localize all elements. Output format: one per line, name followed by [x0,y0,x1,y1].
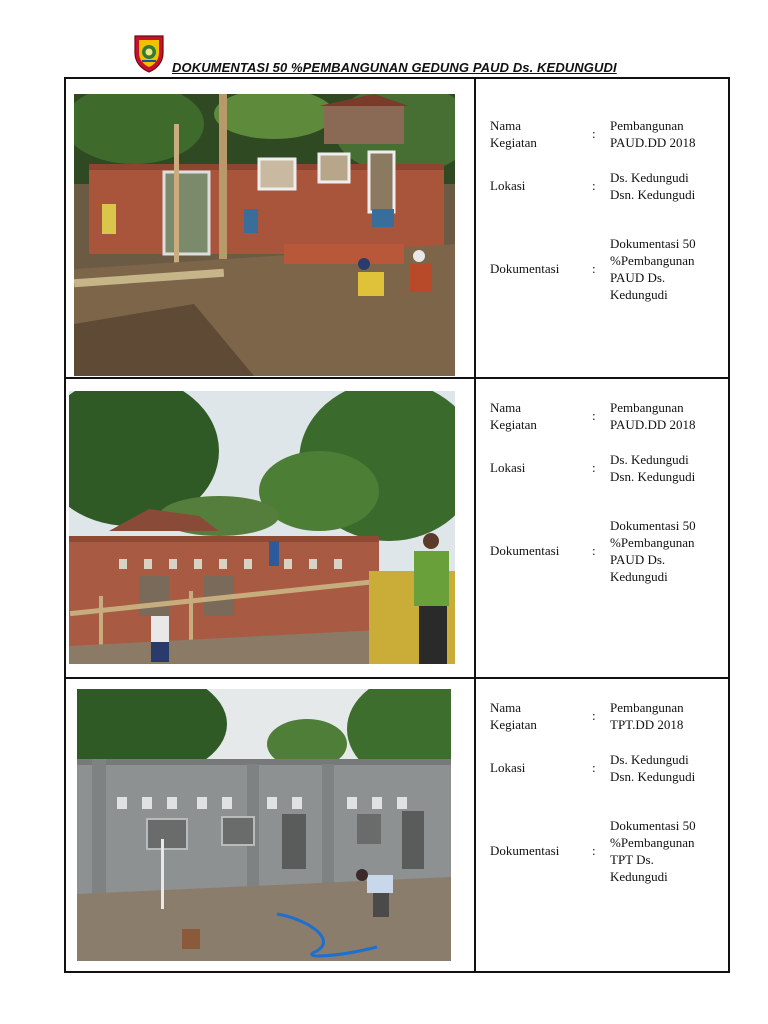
field-value-nama-kegiatan: Pembangunan PAUD.DD 2018 [610,118,696,150]
field-label-dokumentasi: Dokumentasi [490,261,560,276]
field-label-lokasi: Lokasi [490,178,526,193]
field-colon: : [592,408,596,423]
photo-cell [66,379,476,677]
document-title: DOKUMENTASI 50 %PEMBANGUNAN GEDUNG PAUD Ds. KEDUNGUDI [172,60,617,75]
construction-photo [69,391,455,664]
field-value-dokumentasi: Dokumentasi 50 %Pembangunan TPT Ds. Kedungudi [610,818,696,884]
field-colon: : [592,760,596,775]
construction-photo [77,689,451,961]
documentation-row [66,79,728,377]
field-colon: : [592,178,596,193]
field-colon: : [592,708,596,723]
documentation-row [66,377,728,677]
photo-cell [66,79,476,377]
field-value-nama-kegiatan: Pembangunan PAUD.DD 2018 [610,400,696,432]
field-value-lokasi: Ds. Kedungudi Dsn. Kedungudi [610,752,696,784]
field-value-dokumentasi: Dokumentasi 50 %Pembangunan PAUD Ds. Kedungudi [610,236,696,302]
regency-emblem-logo [132,33,166,73]
field-colon: : [592,261,596,276]
field-value-dokumentasi: Dokumentasi 50 %Pembangunan PAUD Ds. Kedungudi [610,518,696,584]
field-label-dokumentasi: Dokumentasi [490,843,560,858]
field-label-nama-kegiatan: Nama Kegiatan [490,118,537,150]
field-label-nama-kegiatan: Nama Kegiatan [490,400,537,432]
field-label-lokasi: Lokasi [490,760,526,775]
field-label-nama-kegiatan: Nama Kegiatan [490,700,537,732]
field-label-dokumentasi: Dokumentasi [490,543,560,558]
field-value-lokasi: Ds. Kedungudi Dsn. Kedungudi [610,452,696,484]
photo-cell [66,679,476,971]
construction-photo [74,94,455,376]
field-colon: : [592,126,596,141]
field-colon: : [592,543,596,558]
field-value-nama-kegiatan: Pembangunan TPT.DD 2018 [610,700,684,732]
field-colon: : [592,460,596,475]
field-value-lokasi: Ds. Kedungudi Dsn. Kedungudi [610,170,696,202]
field-colon: : [592,843,596,858]
field-label-lokasi: Lokasi [490,460,526,475]
documentation-table [64,77,730,973]
documentation-row [66,677,728,971]
